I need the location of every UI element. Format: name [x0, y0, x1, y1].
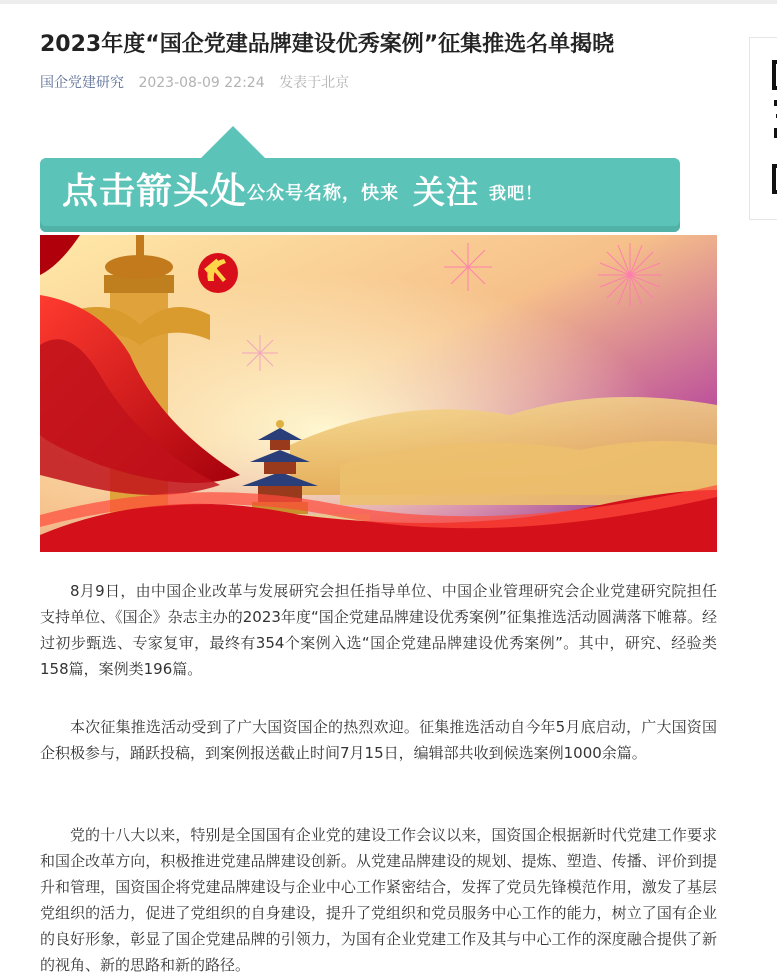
hero-illustration	[40, 235, 717, 552]
paragraph: 党的十八大以来，特别是全国国有企业党的建设工作会议以来，国资国企根据新时代党建工作要求和国企改革方向，积极推进党建品牌建设创新。从党建品牌建设的规划、提炼、塑造、传播、评价到提升和管理，国资国企将党建品牌建设与企业中心工作紧密结合，发挥了党员先锋模范作用，激发了基层党组织的活力，促进了党组织的自身建设，提升了党组织和党员服务中心工作的能力，树立了国有企业的良好形象，彰显了国企党建品牌的引领力，为国有企业党建工作及其与中心工作的深度融合提供了新的视角、新的思路和新的路径。	[40, 826, 717, 974]
qr-code-icon	[772, 60, 777, 196]
hammer-sickle-icon	[198, 253, 238, 293]
follow-text-part1: 点击箭头处	[62, 171, 248, 212]
hero-image	[40, 235, 717, 552]
follow-banner-text	[62, 170, 543, 216]
publish-location: 发表于北京	[279, 75, 350, 91]
follow-text-part4: 我吧！	[489, 184, 544, 204]
publish-time: 2023-08-09 22:24	[138, 75, 265, 91]
follow-text-part2: 公众号名称，快来	[247, 183, 400, 204]
follow-banner[interactable]	[40, 126, 680, 232]
up-arrow-icon	[200, 126, 266, 159]
article-title: 2023年度“国企党建品牌建设优秀案例”征集推选名单揭晓	[40, 32, 615, 57]
top-divider	[0, 0, 777, 4]
follow-text-part3: 关注	[413, 173, 480, 211]
account-name-link[interactable]: 国企党建研究	[40, 75, 124, 91]
paragraph: 8月9日，由中国企业改革与发展研究会担任指导单位、中国企业管理研究会企业党建研究院担任支持单位、《国企》杂志主办的2023年度“国企党建品牌建设优秀案例”征集推选活动圆满落下帷幕。经过初步甄选、专家复审，最终有354个案例入选“国企党建品牌建设优秀案例”。其中，研究、经验类158篇，案例类196篇。	[40, 582, 717, 678]
paragraph: 本次征集推选活动受到了广大国资国企的热烈欢迎。征集推选活动自今年5月底启动，广大国资国企积极参与，踊跃投稿，到案例报送截止时间7月15日，编辑部共收到候选案例1000余篇。	[40, 718, 717, 762]
qr-code-panel[interactable]	[749, 37, 777, 220]
article-meta	[40, 73, 349, 93]
follow-banner-box	[40, 158, 680, 232]
